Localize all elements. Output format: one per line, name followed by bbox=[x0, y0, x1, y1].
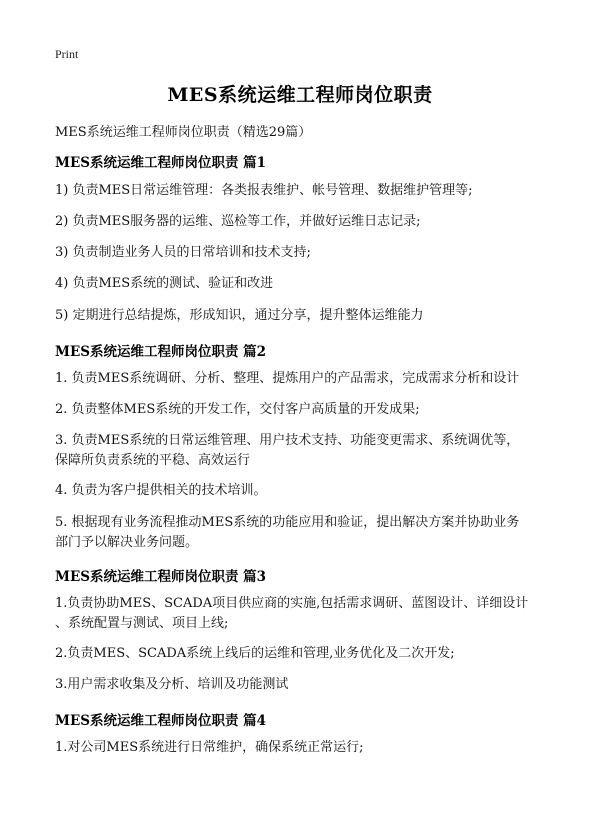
list-item: 4. 负责为客户提供相关的技术培训。 bbox=[55, 483, 267, 498]
list-item: 2. 负责整体MES系统的开发工作，交付客户高质量的开发成果; bbox=[55, 402, 420, 417]
list-item: 4) 负责MES系统的测试、验证和改进 bbox=[55, 276, 274, 291]
list-item: 3. 负责MES系统的日常运维管理、用户技术支持、功能变更需求、系统调优等， 保障所负责系统的平稳、高效运行 bbox=[55, 433, 520, 468]
section-heading-2: MES系统运维工程师岗位职责 篇2 bbox=[55, 344, 267, 360]
section-heading-3: MES系统运维工程师岗位职责 篇3 bbox=[55, 569, 267, 585]
section-heading-4: MES系统运维工程师岗位职责 篇4 bbox=[55, 713, 267, 729]
list-item: 1) 负责MES日常运维管理：各类报表维护、帐号管理、数据维护管理等; bbox=[55, 183, 473, 198]
page-title: MES系统运维工程师岗位职责 bbox=[167, 84, 433, 106]
page-subtitle: MES系统运维工程师岗位职责（精选29篇） bbox=[55, 125, 312, 140]
list-item: 1.对公司MES系统进行日常维护，确保系统正常运行; bbox=[55, 740, 364, 755]
list-item: 5. 根据现有业务流程推动MES系统的功能应用和验证，提出解决方案并协助业务 部门予以解决业务问题。 bbox=[55, 515, 520, 550]
list-item: 1.负责协助MES、SCADA项目供应商的实施,包括需求调研、蓝图设计、详细设计 、系统配置与测试、项目上线; bbox=[55, 596, 529, 631]
list-item: 1. 负责MES系统调研、分析、整理、提炼用户的产品需求，完成需求分析和设计 bbox=[55, 371, 520, 386]
list-item: 3) 负责制造业务人员的日常培训和技术支持; bbox=[55, 245, 311, 260]
list-item: 5) 定期进行总结提炼，形成知识，通过分享，提升整体运维能力 bbox=[55, 308, 424, 323]
list-item: 2) 负责MES服务器的运维、巡检等工作，并做好运维日志记录; bbox=[55, 214, 421, 229]
print-label[interactable]: Print bbox=[55, 47, 79, 61]
section-heading-1: MES系统运维工程师岗位职责 篇1 bbox=[55, 155, 267, 171]
list-item: 3.用户需求收集及分析、培训及功能测试 bbox=[55, 677, 289, 692]
list-item: 2.负责MES、SCADA系统上线后的运维和管理,业务优化及二次开发; bbox=[55, 646, 455, 661]
